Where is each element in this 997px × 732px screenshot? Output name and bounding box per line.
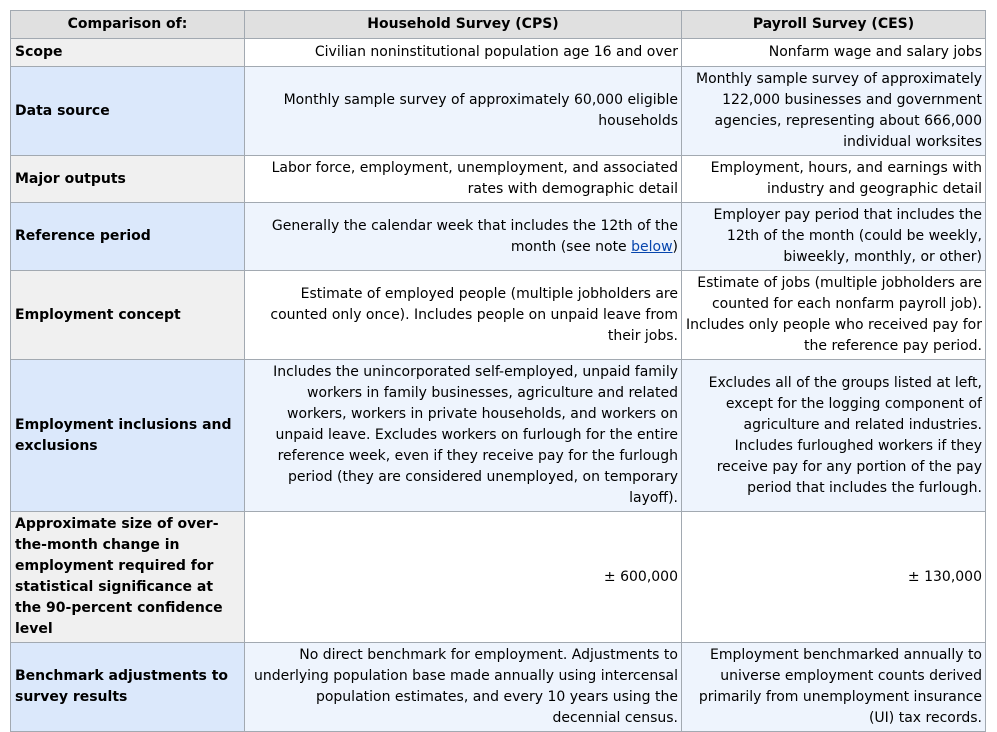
comparison-table xyxy=(10,10,986,732)
row-label: Benchmark adjustments to survey results xyxy=(11,643,245,732)
row-major-outputs xyxy=(11,156,986,203)
below-note-link[interactable]: below xyxy=(631,238,673,255)
ces-cell: Nonfarm wage and salary jobs xyxy=(682,39,986,67)
header-household-survey: Household Survey (CPS) xyxy=(245,11,682,39)
cps-cell: Includes the unincorporated self-employed, unpaid family workers in family businesses, agriculture and related workers, workers in private households, and workers on unpaid leave. Excludes workers on furlough for the entire reference week, even if they receive pay for the furlough period (they are considered unemployed, on temporary layoff). xyxy=(245,360,682,512)
ces-cell: Employment benchmarked annually to universe employment counts derived primarily from unemployment insurance (UI) tax records. xyxy=(682,643,986,732)
row-label: Approximate size of over-the-month change in employment required for statistical significance at the 90-percent confidence level xyxy=(11,512,245,643)
header-comparison-of: Comparison of: xyxy=(11,11,245,39)
header-row xyxy=(11,11,986,39)
row-label: Scope xyxy=(11,39,245,67)
row-employment-inclusions xyxy=(11,360,986,512)
row-label: Reference period xyxy=(11,203,245,271)
ces-cell: Monthly sample survey of approximately 122,000 businesses and government agencies, representing about 666,000 individual worksites xyxy=(682,67,986,156)
cps-text-end: ) xyxy=(672,238,678,255)
cps-cell: Labor force, employment, unemployment, and associated rates with demographic detail xyxy=(245,156,682,203)
ces-cell: Employment, hours, and earnings with industry and geographic detail xyxy=(682,156,986,203)
row-reference-period xyxy=(11,203,986,271)
row-label: Data source xyxy=(11,67,245,156)
ces-cell: Excludes all of the groups listed at left, except for the logging component of agriculture and related industries. Includes furloughed workers if they receive pay for any portion of the pay period that includes the furlough. xyxy=(682,360,986,512)
ces-cell: Employer pay period that includes the 12th of the month (could be weekly, biweekly, monthly, or other) xyxy=(682,203,986,271)
row-label: Major outputs xyxy=(11,156,245,203)
ces-cell: ± 130,000 xyxy=(682,512,986,643)
row-approximate-size xyxy=(11,512,986,643)
cps-cell: Civilian noninstitutional population age 16 and over xyxy=(245,39,682,67)
ces-cell: Estimate of jobs (multiple jobholders are counted for each nonfarm payroll job). Includes only people who received pay for the reference pay period. xyxy=(682,271,986,360)
row-benchmark-adjustments xyxy=(11,643,986,732)
cps-cell xyxy=(245,203,682,271)
cps-cell: Monthly sample survey of approximately 60,000 eligible households xyxy=(245,67,682,156)
cps-cell: No direct benchmark for employment. Adjustments to underlying population base made annually using intercensal population estimates, and every 10 years using the decennial census. xyxy=(245,643,682,732)
row-label: Employment concept xyxy=(11,271,245,360)
cps-text: Generally the calendar week that includes the 12th of the month (see note xyxy=(271,217,678,255)
row-employment-concept xyxy=(11,271,986,360)
row-scope xyxy=(11,39,986,67)
row-label: Employment inclusions and exclusions xyxy=(11,360,245,512)
row-data-source xyxy=(11,67,986,156)
header-payroll-survey: Payroll Survey (CES) xyxy=(682,11,986,39)
cps-cell: ± 600,000 xyxy=(245,512,682,643)
cps-cell: Estimate of employed people (multiple jobholders are counted only once). Includes people on unpaid leave from their jobs. xyxy=(245,271,682,360)
